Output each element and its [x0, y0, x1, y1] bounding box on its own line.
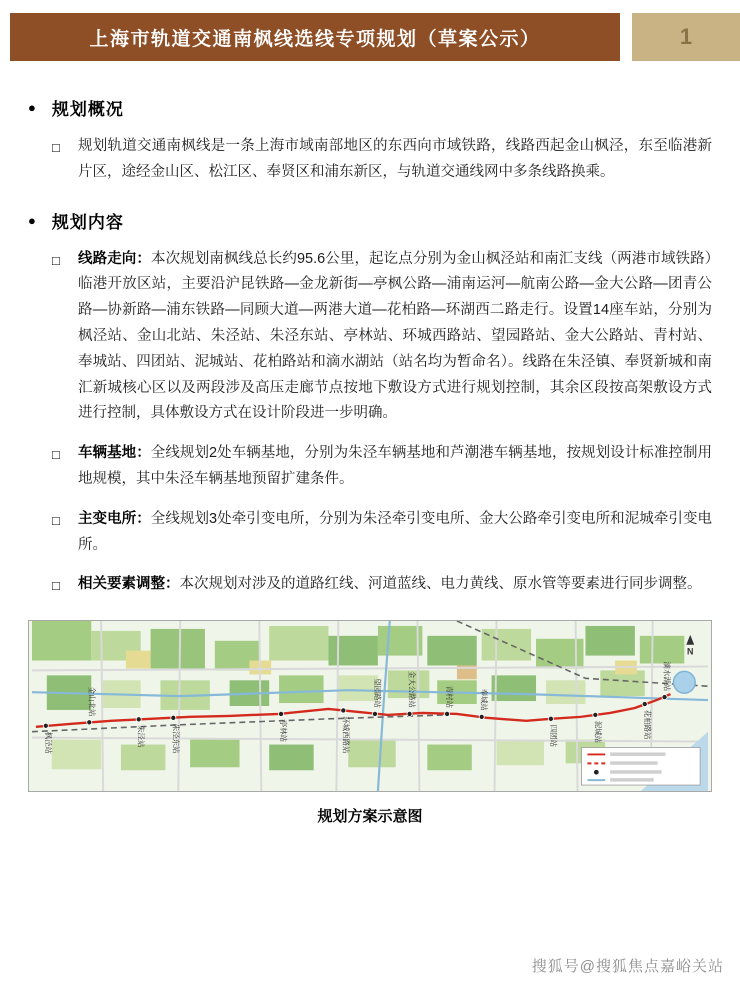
- paragraph-item-depot: [52, 441, 712, 493]
- station-label: 金大公路站: [407, 671, 417, 709]
- station-dot: [479, 714, 484, 719]
- map-caption: 规划方案示意图: [317, 808, 423, 826]
- bullet-dot-icon: ●: [28, 100, 36, 115]
- section-heading: [28, 208, 712, 233]
- station-label: 泥城站: [593, 720, 603, 744]
- paragraph-text: [78, 134, 712, 186]
- station-dot: [136, 717, 141, 722]
- item-label: 线路走向：: [78, 250, 151, 267]
- item-label: 车辆基地：: [78, 445, 151, 462]
- station-dot: [278, 711, 283, 716]
- station-dot: [43, 723, 48, 728]
- paragraph-item-route: [52, 247, 712, 428]
- svg-text:N: N: [687, 646, 694, 657]
- section-title: 规划内容: [51, 212, 124, 232]
- paragraph-item: [52, 134, 712, 186]
- route-map-image: [28, 620, 712, 792]
- station-label: 枫泾站: [43, 731, 53, 755]
- bullet-square-icon: □: [52, 140, 60, 155]
- paragraph-text: [78, 247, 712, 428]
- bullet-square-icon: □: [52, 578, 60, 594]
- header: [10, 13, 740, 61]
- section-overview: [28, 95, 712, 186]
- station-dot: [548, 716, 553, 721]
- bullet-square-icon: □: [52, 252, 60, 268]
- paragraph-text: [78, 441, 712, 493]
- station-label: 环城西路站: [341, 716, 351, 754]
- station-dot: [642, 702, 647, 707]
- paragraph-item-adjustment: [52, 572, 712, 598]
- item-label: 主变电所：: [78, 510, 151, 527]
- item-text: 全线规划2处车辆基地，分别为朱泾车辆基地和芦潮港车辆基地，按规划设计标准控制用地规模，其中朱泾车辆基地预留扩建条件。: [78, 445, 713, 487]
- watermark: 搜狐号@搜狐焦点嘉峪关站: [531, 958, 724, 975]
- station-label: 朱泾东站: [171, 723, 181, 754]
- station-label: 滴水湖站: [662, 661, 672, 692]
- north-arrow-icon: [686, 635, 694, 657]
- route-map-figure: [28, 620, 712, 826]
- page-number: 1: [632, 13, 740, 61]
- map-legend: [582, 748, 701, 786]
- station-dot: [662, 695, 667, 700]
- station-label: 青村站: [445, 685, 455, 709]
- station-dot: [407, 711, 412, 716]
- document-body: [0, 61, 740, 826]
- station-dot: [171, 715, 176, 720]
- station-dot: [372, 711, 377, 716]
- station-label: 奉城站: [479, 688, 489, 712]
- paragraph-text: [78, 572, 712, 598]
- station-label: 望园路站: [372, 678, 382, 709]
- section-content: [28, 208, 712, 599]
- section-heading: [28, 95, 712, 120]
- station-dot: [341, 708, 346, 713]
- page-title: 上海市轨道交通南枫线选线专项规划（草案公示）: [10, 13, 620, 61]
- paragraph-item-substation: [52, 507, 712, 559]
- station-dot: [87, 720, 92, 725]
- station-dot: [593, 712, 598, 717]
- item-text: 全线规划3处牵引变电所，分别为朱泾牵引变电所、金大公路牵引变电所和泥城牵引变电所。: [78, 510, 713, 553]
- station-label: 亭林站: [279, 719, 289, 743]
- item-text: 本次规划南枫线总长约95.6公里，起讫点分别为金山枫泾站和南汇支线（两港市域铁路）临港开放区站，主要沿沪昆铁路—金龙新街—亭枫公路—浦南运河—航南公路—金大公路—团青公路—协新路—浦东铁路—同顾大道—两港大道—花柏路—环湖西二路走行。设置14座车站，分别为枫泾站、金山北站、朱泾站、朱泾东站、亭林站、环城西路站、望园路站、金大公路站、青村站、奉城站、四团站、泥城站、花柏路站和滴水湖站（站名均为暂命名）。线路在朱泾镇、奉贤新城和南汇新城核心区以及两段涉及高压走廊节点按地下敷设方式进行规划控制，其余区段按高架敷设方式进行控制，具体敷设方式在设计阶段进一步明确。: [78, 250, 713, 422]
- dishui-lake: [673, 672, 695, 694]
- station-label: 朱泾站: [136, 725, 146, 748]
- bullet-square-icon: □: [52, 512, 60, 528]
- item-text: 规划轨道交通南枫线是一条上海市域南部地区的东西向市域铁路，线路西起金山枫泾，东至临港新片区，途经金山区、松江区、奉贤区和浦东新区，与轨道交通线网中多条线路换乘。: [78, 138, 712, 180]
- section-title: 规划概况: [51, 100, 124, 119]
- station-label: 花柏路站: [642, 710, 652, 740]
- bullet-square-icon: □: [52, 447, 60, 463]
- station-label: 四团站: [548, 724, 558, 748]
- station-dot: [445, 711, 450, 716]
- paragraph-text: [78, 507, 712, 559]
- item-text: 本次规划对涉及的道路红线、河道蓝线、电力黄线、原水管等要素进行同步调整。: [179, 576, 702, 593]
- station-label: 金山北站: [87, 686, 97, 717]
- item-label: 相关要素调整：: [78, 576, 180, 593]
- bullet-dot-icon: ●: [28, 212, 36, 228]
